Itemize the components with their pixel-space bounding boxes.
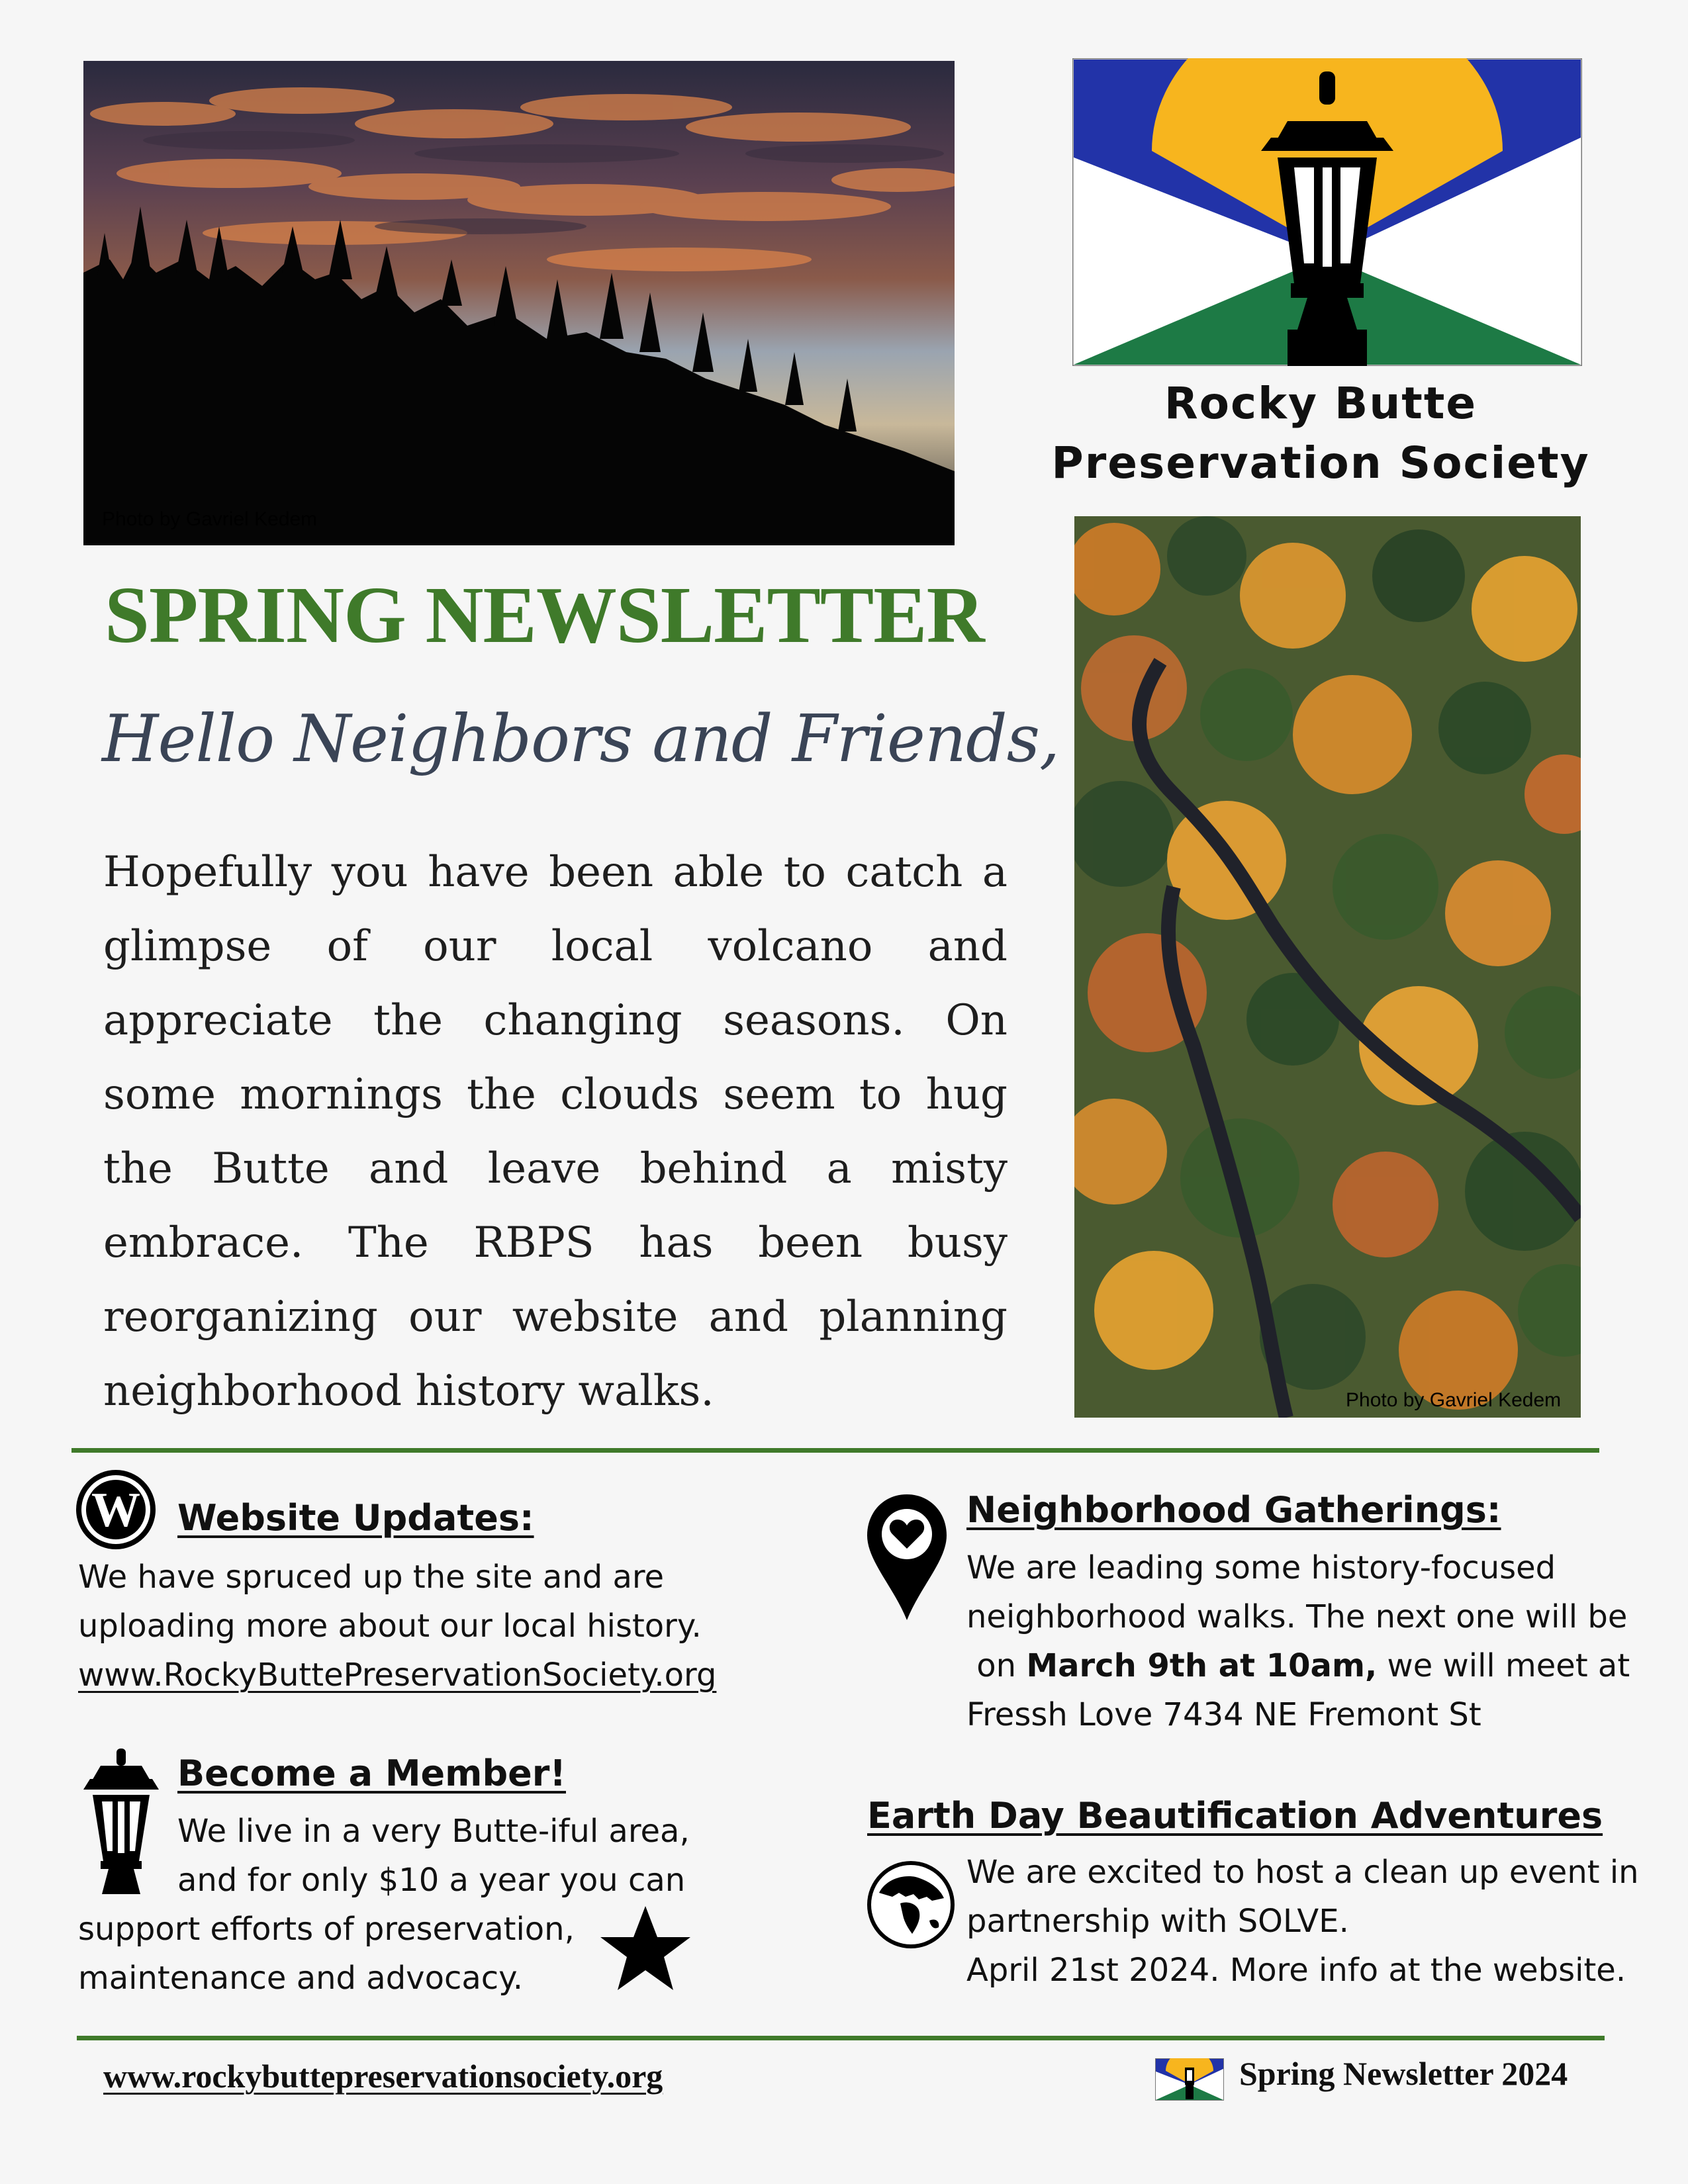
photo-credit-side: Photo by Gavriel Kedem: [1346, 1389, 1562, 1411]
gatherings-date: March 9th at 10am,: [1026, 1647, 1378, 1684]
photo-credit-top: Photo by Gavriel Kedem: [102, 508, 318, 530]
organization-name: [1033, 374, 1609, 493]
gatherings-line1: We are leading some history-focused: [966, 1549, 1556, 1586]
earth-day-line2: partnership with SOLVE.: [966, 1903, 1349, 1940]
divider-bottom: [77, 2036, 1605, 2040]
map-pin-heart-icon: [867, 1494, 947, 1620]
gatherings-text: [966, 1543, 1630, 1739]
website-line2: uploading more about our local history.: [78, 1608, 702, 1645]
earth-day-text: [966, 1848, 1639, 1995]
divider-top: [71, 1448, 1599, 1453]
forest-road-photo: [1074, 516, 1581, 1418]
website-line1: We have spruced up the site and are: [78, 1559, 665, 1596]
org-name-line1: Rocky Butte: [1164, 378, 1477, 429]
svg-text:W: W: [91, 1483, 140, 1537]
greeting: Hello Neighbors and Friends,: [102, 702, 1060, 777]
gatherings-heading: Neighborhood Gatherings:: [966, 1489, 1501, 1531]
sunset-photo: [83, 61, 955, 545]
member-line2: and for only $10 a year you can: [177, 1862, 686, 1899]
website-link[interactable]: www.RockyButtePreservationSociety.org: [78, 1657, 717, 1694]
gatherings-line3: on March 9th at 10am, we will meet at: [976, 1647, 1630, 1684]
org-name-line2: Preservation Society: [1051, 437, 1590, 488]
become-member-heading: Become a Member!: [177, 1752, 566, 1794]
star-icon: [599, 1903, 692, 1995]
website-updates-heading: Website Updates:: [177, 1497, 534, 1539]
earth-day-line3: April 21st 2024. More info at the website.: [966, 1952, 1626, 1989]
member-line1: We live in a very Butte-iful area,: [177, 1813, 690, 1850]
gatherings-line4: Fressh Love 7434 NE Fremont St: [966, 1696, 1481, 1733]
member-line4: maintenance and advocacy.: [78, 1960, 523, 1997]
earth-day-line1: We are excited to host a clean up event in: [966, 1854, 1639, 1891]
earth-day-heading: Earth Day Beautification Adventures: [867, 1795, 1603, 1837]
newsletter-title: SPRING NEWSLETTER: [105, 570, 984, 660]
intro-paragraph: Hopefully you have been able to catch a glimpse of our local volcano and appreciate the changing seasons. On some mornings the clouds seem to hug the Butte and leave behind a misty embrace. The RBPS has been busy reorganizing our website and planning neighborhood history walks.: [103, 848, 1008, 1416]
gatherings-line2: neighborhood walks. The next one will be: [966, 1598, 1628, 1635]
flag-logo: [1072, 58, 1582, 366]
flag-logo-icon: [1155, 2058, 1224, 2101]
wordpress-icon: [73, 1467, 159, 1553]
member-line3: support efforts of preservation,: [78, 1911, 575, 1948]
footer-url[interactable]: www.rockybuttepreservationsociety.org: [103, 2058, 663, 2095]
website-updates-text: [78, 1553, 716, 1700]
globe-icon: [866, 1860, 956, 1950]
footer-issue: Spring Newsletter 2024: [1239, 2055, 1568, 2092]
lantern-icon: [78, 1749, 164, 1894]
